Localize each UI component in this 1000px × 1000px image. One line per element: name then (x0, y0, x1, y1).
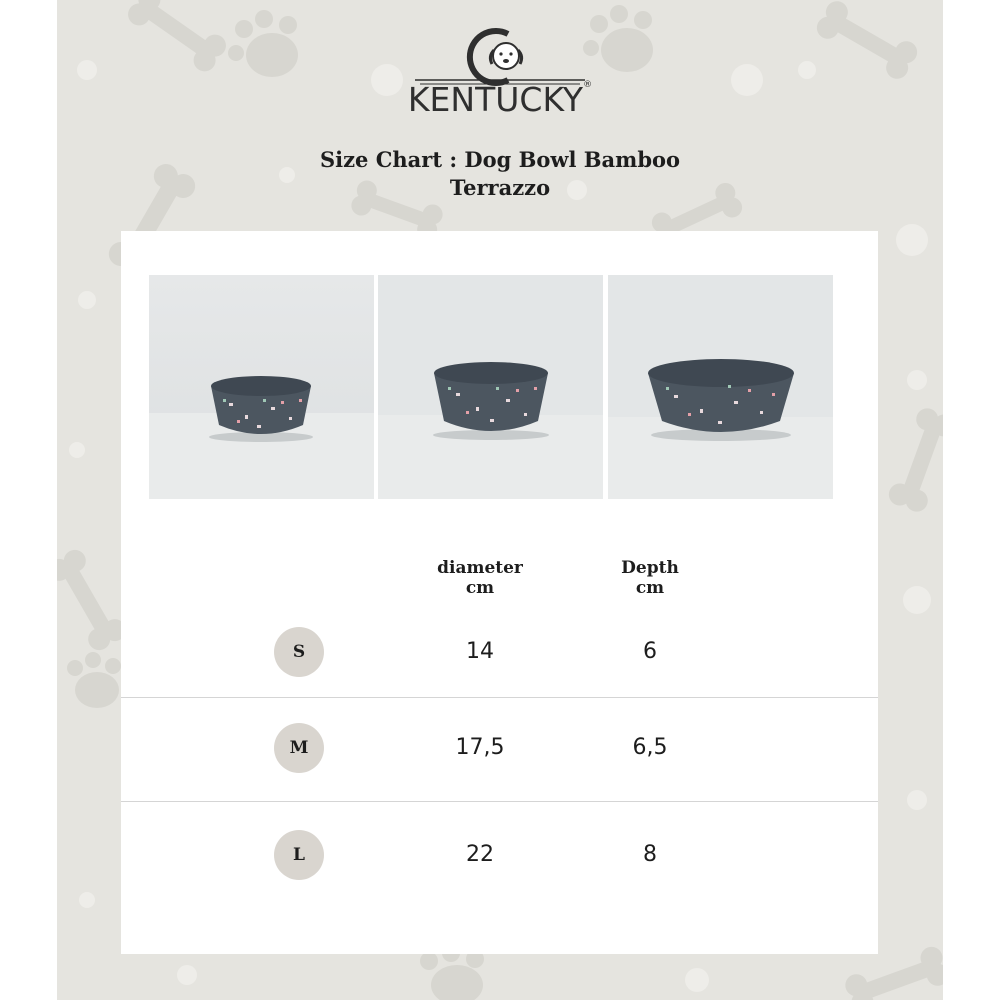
diameter-value-l: 22 (466, 842, 494, 867)
depth-value-s: 6 (643, 639, 657, 664)
depth-value-m: 6,5 (632, 735, 668, 760)
small-bowl-photo (149, 275, 374, 499)
page-title (250, 146, 750, 202)
medium-bowl-photo (378, 275, 603, 499)
brand-name: KENTUCKY (407, 80, 584, 119)
title-line-1: Size Chart : Dog Bowl Bamboo (319, 147, 681, 172)
registered-mark: ® (583, 80, 593, 90)
size-chart-card (121, 231, 878, 954)
large-bowl-photo (608, 275, 833, 499)
size-badge-s: S (274, 627, 324, 677)
size-badge-l: L (274, 830, 324, 880)
diameter-value-s: 14 (466, 639, 494, 664)
brand-logo (400, 28, 600, 123)
diameter-value-m: 17,5 (455, 735, 505, 760)
depth-header: Depth cm (621, 558, 679, 598)
title-line-2: Terrazzo (449, 175, 551, 200)
size-badge-m: M (274, 723, 324, 773)
diameter-header: diameter cm (437, 558, 523, 598)
depth-value-l: 8 (643, 842, 657, 867)
dog-head-icon (400, 28, 600, 88)
